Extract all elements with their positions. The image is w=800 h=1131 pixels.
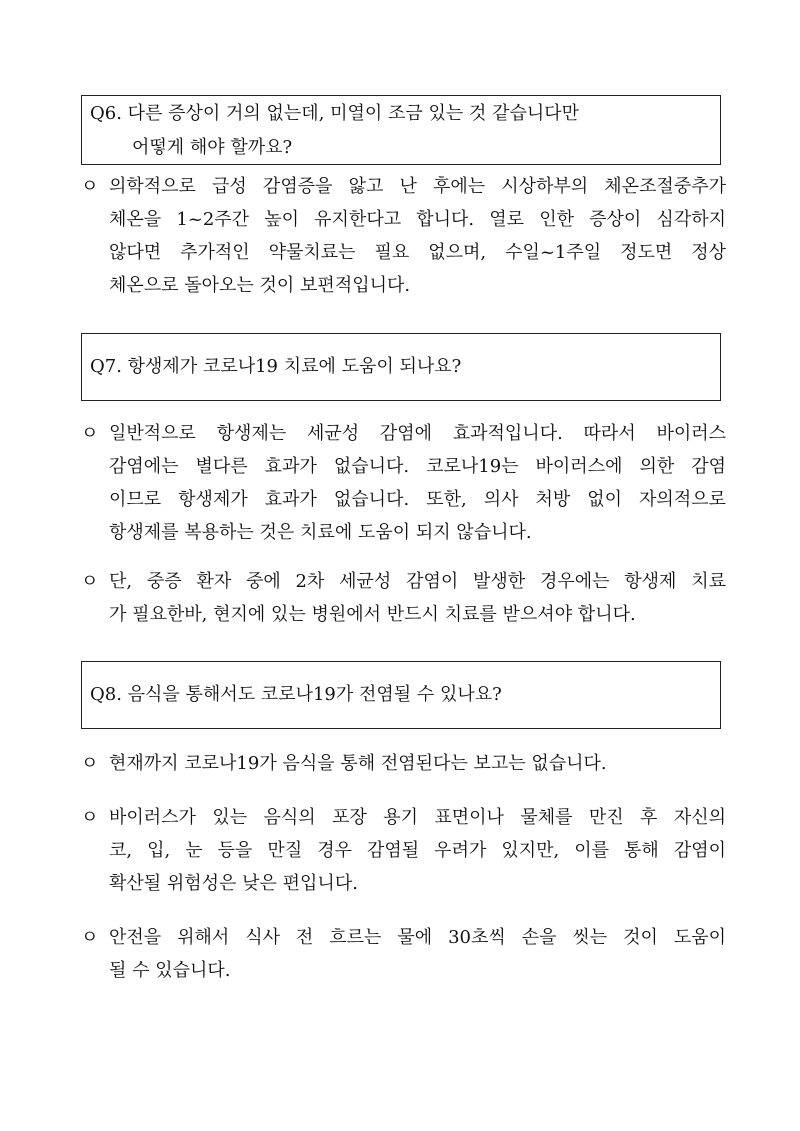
answer-line: 가 필요한바, 현지에 있는 병원에서 반드시 치료를 받으셔야 합니다.: [109, 604, 636, 625]
answer-bullet: [81, 170, 726, 302]
answer-bullet: [81, 801, 726, 900]
answer-line: 안전을 위해서 식사 전 흐르는 물에 30초씩 손을 씻는 것이 도움이: [109, 927, 726, 948]
question-text: [90, 678, 712, 712]
answer-line: 단, 중증 환자 중에 2차 세균성 감염이 발생한 경우에는 항생제 치료: [109, 571, 726, 592]
answer-line: 코, 입, 눈 등을 만질 경우 감염될 우려가 있지만, 이를 통해 감염이: [109, 840, 726, 861]
answer-line: 체온을 1~2주간 높이 유지한다고 합니다. 열로 인한 증상이 심각하지: [109, 209, 726, 230]
question-line: Q7. 항생제가 코로나19 치료에 도움이 되나요?: [90, 356, 462, 377]
answer-line: 일반적으로 항생제는 세균성 감염에 효과적입니다. 따라서 바이러스: [109, 423, 726, 444]
answer-line: 현재까지 코로나19가 음식을 통해 전염된다는 보고는 없습니다.: [109, 753, 607, 774]
answer-line: 확산될 위험성은 낮은 편입니다.: [109, 873, 358, 894]
answer-bullet: [81, 747, 726, 780]
answer-line: 의학적으로 급성 감염증을 앓고 난 후에는 시상하부의 체온조절중추가: [109, 176, 726, 197]
bullet-marker: ㅇ: [81, 753, 99, 774]
question-line: 어떻게 해야 할까요?: [132, 137, 293, 158]
question-box-q8: [81, 661, 721, 729]
answer-bullet: [81, 417, 726, 549]
question-box-q7: [81, 333, 721, 401]
bullet-marker: ㅇ: [81, 927, 99, 948]
question-text: [90, 350, 712, 384]
question-box-q6: [81, 95, 721, 165]
answer-line: 이므로 항생제가 효과가 없습니다. 또한, 의사 처방 없이 자의적으로: [109, 489, 726, 510]
answer-bullet: [81, 921, 726, 987]
answer-line: 체온으로 돌아오는 것이 보편적입니다.: [109, 275, 411, 296]
answer-line: 항생제를 복용하는 것은 치료에 도움이 되지 않습니다.: [109, 522, 532, 543]
bullet-marker: ㅇ: [81, 571, 99, 592]
answer-line: 감염에는 별다른 효과가 없습니다. 코로나19는 바이러스에 의한 감염: [109, 456, 726, 477]
question-text: [90, 97, 712, 165]
bullet-marker: ㅇ: [81, 807, 99, 828]
bullet-marker: ㅇ: [81, 176, 99, 197]
question-line: Q8. 음식을 통해서도 코로나19가 전염될 수 있나요?: [90, 684, 502, 705]
answer-line: 바이러스가 있는 음식의 포장 용기 표면이나 물체를 만진 후 자신의: [109, 807, 726, 828]
answer-line: 될 수 있습니다.: [109, 960, 231, 981]
answer-bullet: [81, 565, 726, 631]
question-line: Q6. 다른 증상이 거의 없는데, 미열이 조금 있는 것 같습니다만: [90, 103, 580, 124]
bullet-marker: ㅇ: [81, 423, 99, 444]
answer-line: 않다면 추가적인 약물치료는 필요 없으며, 수일~1주일 정도면 정상: [109, 242, 726, 263]
